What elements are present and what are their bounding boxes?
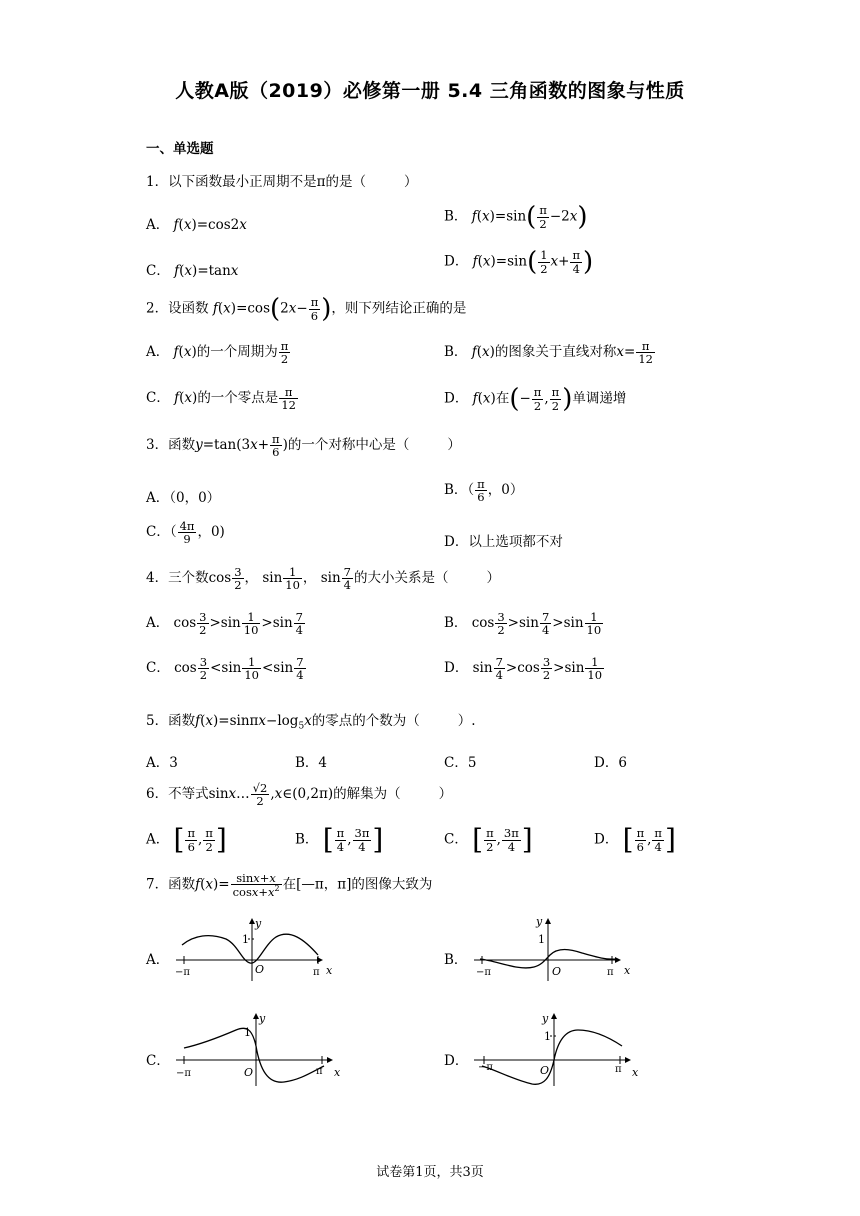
question-2: 2．设函数 f(x)=cos(2x− $\frac{\pi}{6}$ )，则下列结论正确的是 [146,294,467,324]
q5-option-b[interactable]: B．4 [295,755,328,771]
y-label: y [536,915,543,928]
pi-label: π [607,967,614,978]
q2-option-c[interactable]: C． f(x)的一个零点是 $\frac{\pi}{12}$ [146,385,296,413]
question-6: 6．不等式sinx… $\frac{√2}{2}$ ,x∈(0,2π)的解集为（ ） [146,781,453,809]
q3-option-b[interactable]: B．（ $\frac{\pi}{6}$ ，0） [444,477,524,505]
page-title: 人教A版（2019）必修第一册 5.4 三角函数的图象与性质 [175,80,685,102]
q4-option-b[interactable]: B． cos $\frac{3}{2}$ >sin $\frac{7}{4}$ >sin $\frac{1}{10}$ [444,610,602,638]
one-label: 1 [544,1030,551,1043]
q7-option-a-label[interactable]: A． [146,952,170,968]
x-label: x [334,1066,341,1079]
q6-option-b[interactable]: B． [ $\frac{\pi}{4}$ , $\frac{3\pi}{4}$ ] [295,823,384,856]
q4-option-d[interactable]: D． sin $\frac{7}{4}$ >cos $\frac{3}{2}$ >sin $\frac{1}{10}$ [444,655,603,683]
q7-graph-b [470,915,640,983]
question-7: 7．函数f(x)= $\frac{\sin x+x}{\cos x+x^2}$ 在[—π，π]的图像大致为 [146,871,433,899]
origin-label: O [540,1064,550,1077]
q6-option-a[interactable]: A． [ $\frac{\pi}{6}$ , $\frac{\pi}{2}$ ] [146,823,227,856]
q1-option-c[interactable]: C． f(x)=tanx [146,263,239,279]
neg-pi-label: −π [476,967,491,978]
question-1: 1．以下函数最小正周期不是π的是（ ） [146,174,418,190]
q3-option-c[interactable]: C．（ $\frac{4\pi}{9}$ ，0) [146,519,225,547]
q7-option-d-label[interactable]: D． [444,1053,469,1069]
question-5: 5．函数$f(x)=\sin\pi x-\log_5x$的零点的个数为（ ）. [146,713,476,732]
q7-graph-a [172,915,342,983]
neg-pi-label: −π [176,1068,191,1079]
q7-graph-c [172,1010,352,1088]
q4-option-c[interactable]: C． cos $\frac{3}{2}$ <sin $\frac{1}{10}$ <sin $\frac{7}{4}$ [146,655,304,683]
y-label: y [255,917,262,930]
q5-option-a[interactable]: A．3 [146,755,178,771]
pi-label: π [316,1066,323,1077]
q1-option-a[interactable]: A． f(x)=cos2x [146,217,247,233]
x-label: x [632,1066,639,1079]
q7-option-b-label[interactable]: B． [444,952,468,968]
curve [184,1028,324,1082]
one-label: 1 [242,933,249,946]
q6-option-c[interactable]: C． [ $\frac{\pi}{2}$ , $\frac{3\pi}{4}$ ] [444,823,533,856]
origin-label: O [255,963,265,976]
q1-option-d[interactable]: D． f(x)=sin( $\frac{1}{2}$ x+ $\frac{\pi}{4}$ ) [444,247,594,277]
q2-option-a[interactable]: A． f(x)的一个周期为 $\frac{\pi}{2}$ [146,339,289,367]
page-footer: 试卷第1页，共3页 [376,1165,484,1180]
one-label: 1 [244,1026,251,1039]
curve [482,1030,622,1084]
q2-option-d[interactable]: D． f(x)在(− $\frac{\pi}{2}$ , $\frac{\pi}{2}$ )单调递增 [444,384,627,414]
q1-stem: 1．以下函数最小正周期不是π的是（ [146,174,366,190]
pi-label: π [615,1064,622,1075]
question-4: 4．三个数cos $\frac{3}{2}$ ， sin $\frac{1}{10}$ ， sin $\frac{7}{4}$ 的大小关系是（ ） [146,565,500,593]
q1-option-b[interactable]: B． f(x)=sin( $\frac{\pi}{2}$ −2x) [444,202,588,232]
one-label: 1 [538,933,545,946]
x-label: x [624,964,631,977]
x-label: x [326,964,333,977]
q5-option-d[interactable]: D．6 [594,755,627,771]
q4-option-a[interactable]: A． cos $\frac{3}{2}$ >sin $\frac{1}{10}$ >sin $\frac{7}{4}$ [146,610,303,638]
origin-label: O [244,1066,254,1079]
neg-pi-label: −π [478,1062,493,1073]
q6-option-d[interactable]: D． [ $\frac{\pi}{6}$ , $\frac{\pi}{4}$ ] [594,823,676,856]
y-label: y [259,1012,266,1025]
q5-option-c[interactable]: C．5 [444,755,477,771]
neg-pi-label: −π [175,967,190,978]
q3-option-d[interactable]: D．以上选项都不对 [444,534,563,550]
q3-option-a[interactable]: A．（0，0） [146,490,221,506]
question-3: 3．函数y=tan(3x+ $\frac{\pi}{6}$ )的一个对称中心是（ ） [146,432,461,460]
pi-label: π [313,967,320,978]
q7-option-c-label[interactable]: C． [146,1053,170,1069]
section-heading: 一、单选题 [146,141,214,157]
origin-label: O [552,965,562,978]
y-label: y [542,1012,549,1025]
q7-graph-d [470,1010,650,1088]
q2-option-b[interactable]: B． f(x)的图象关于直线对称x= $\frac{\pi}{12}$ [444,339,653,367]
